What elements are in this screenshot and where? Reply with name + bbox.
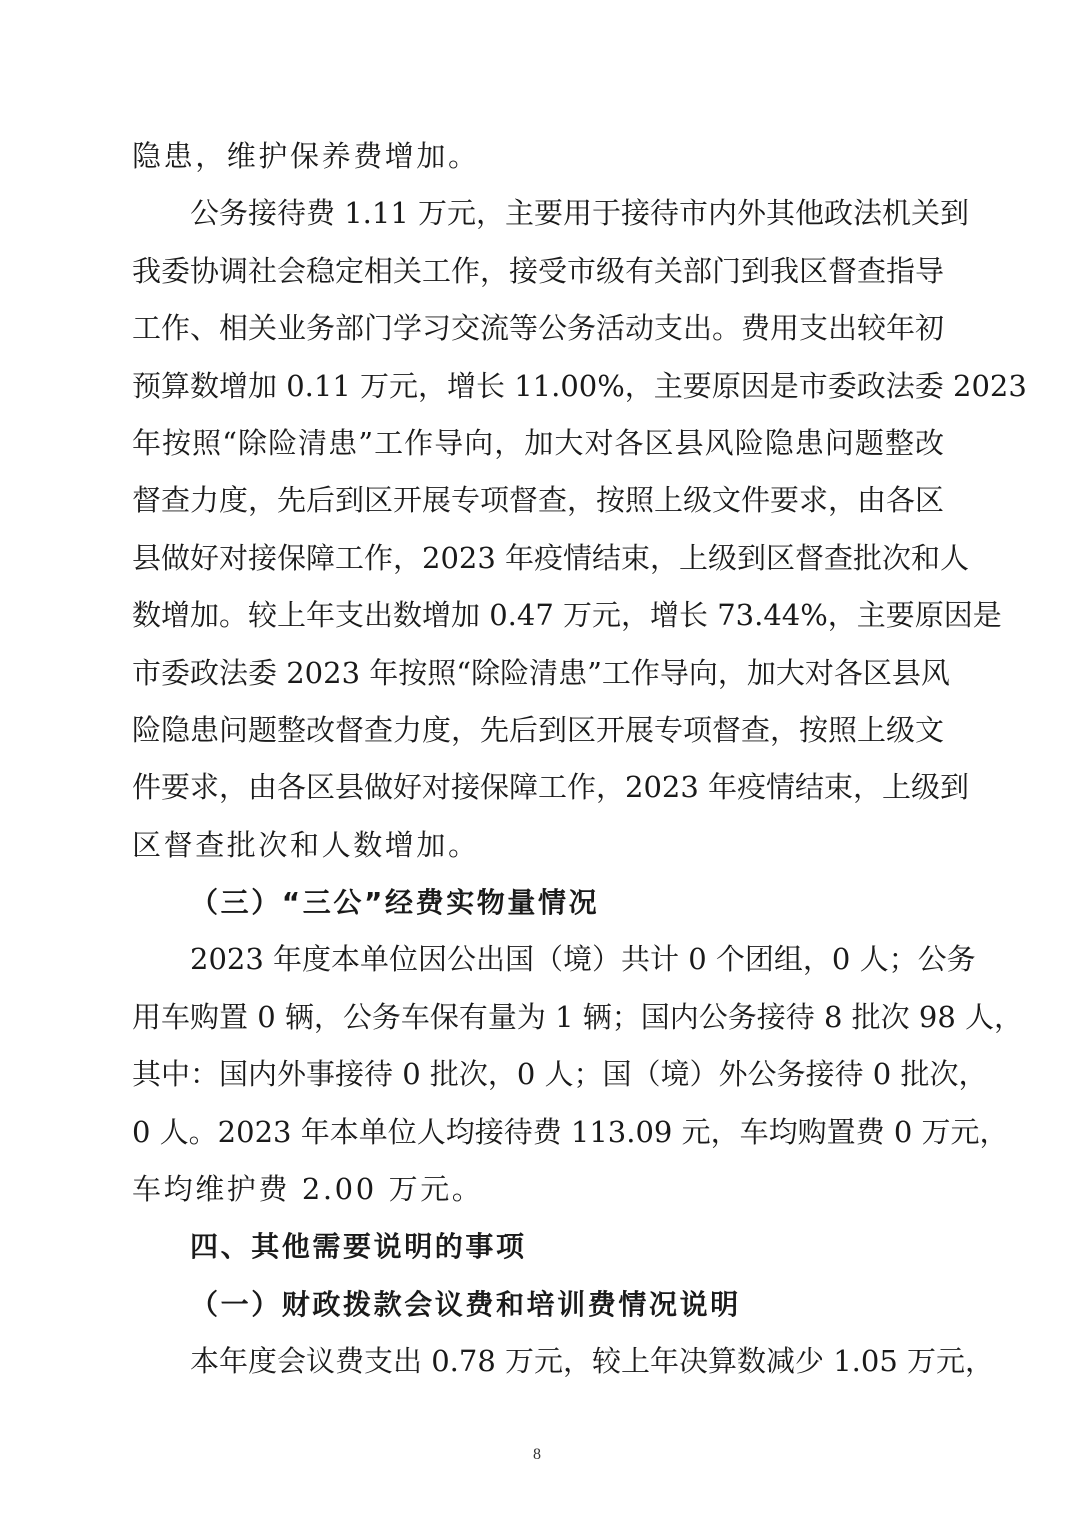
subsection-heading: （一）财政拨款会议费和培训费情况说明 — [190, 1287, 741, 1321]
section-heading: 四、其他需要说明的事项 — [190, 1230, 527, 1264]
paragraph-line: 公务接待费 1.11 万元，主要用于接待市内外其他政法机关到 — [190, 196, 970, 231]
paragraph-line: 督查力度，先后到区开展专项督查，按照上级文件要求，由各区 — [132, 483, 945, 518]
paragraph-line: 本年度会议费支出 0.78 万元，较上年决算数减少 1.05 万元， — [190, 1344, 995, 1379]
paragraph-line: 市委政法委 2023 年按照“除险清患”工作导向，加大对各区县风 — [132, 655, 950, 690]
paragraph-line: 其中：国内外事接待 0 批次，0 人；国（境）外公务接待 0 批次， — [132, 1057, 988, 1092]
paragraph-line: 数增加。较上年支出数增加 0.47 万元，增长 73.44%，主要原因是 — [132, 598, 1002, 633]
paragraph-line: 县做好对接保障工作，2023 年疫情结束，上级到区督查批次和人 — [132, 540, 970, 575]
paragraph-line: 区督查批次和人数增加。 — [132, 827, 480, 862]
paragraph-line: 险隐患问题整改督查力度，先后到区开展专项督查，按照上级文 — [132, 712, 945, 747]
paragraph-line: 我委协调社会稳定相关工作，接受市级有关部门到我区督查指导 — [132, 253, 945, 288]
paragraph-line: 车均维护费 2.00 万元。 — [132, 1172, 484, 1207]
paragraph-line: 0 人。2023 年本单位人均接待费 113.09 元，车均购置费 0 万元， — [132, 1114, 1009, 1149]
paragraph-line: 工作、相关业务部门学习交流等公务活动支出。费用支出较年初 — [132, 311, 945, 346]
document-body — [132, 128, 1027, 1391]
paragraph-line: 预算数增加 0.11 万元，增长 11.00%，主要原因是市委政法委 2023 — [132, 368, 1027, 403]
page-number: 8 — [533, 1446, 541, 1463]
paragraph-line: 年按照“除险清患”工作导向，加大对各区县风险隐患问题整改 — [132, 425, 944, 460]
section-heading: （三）“三公”经费实物量情况 — [190, 886, 600, 920]
paragraph-line: 2023 年度本单位因公出国（境）共计 0 个团组，0 人；公务 — [190, 942, 976, 977]
paragraph-line: 隐患，维护保养费增加。 — [132, 139, 480, 173]
paragraph-line: 用车购置 0 辆，公务车保有量为 1 辆；国内公务接待 8 批次 98 人， — [132, 999, 1024, 1034]
paragraph-line: 件要求，由各区县做好对接保障工作，2023 年疫情结束，上级到 — [132, 770, 970, 805]
